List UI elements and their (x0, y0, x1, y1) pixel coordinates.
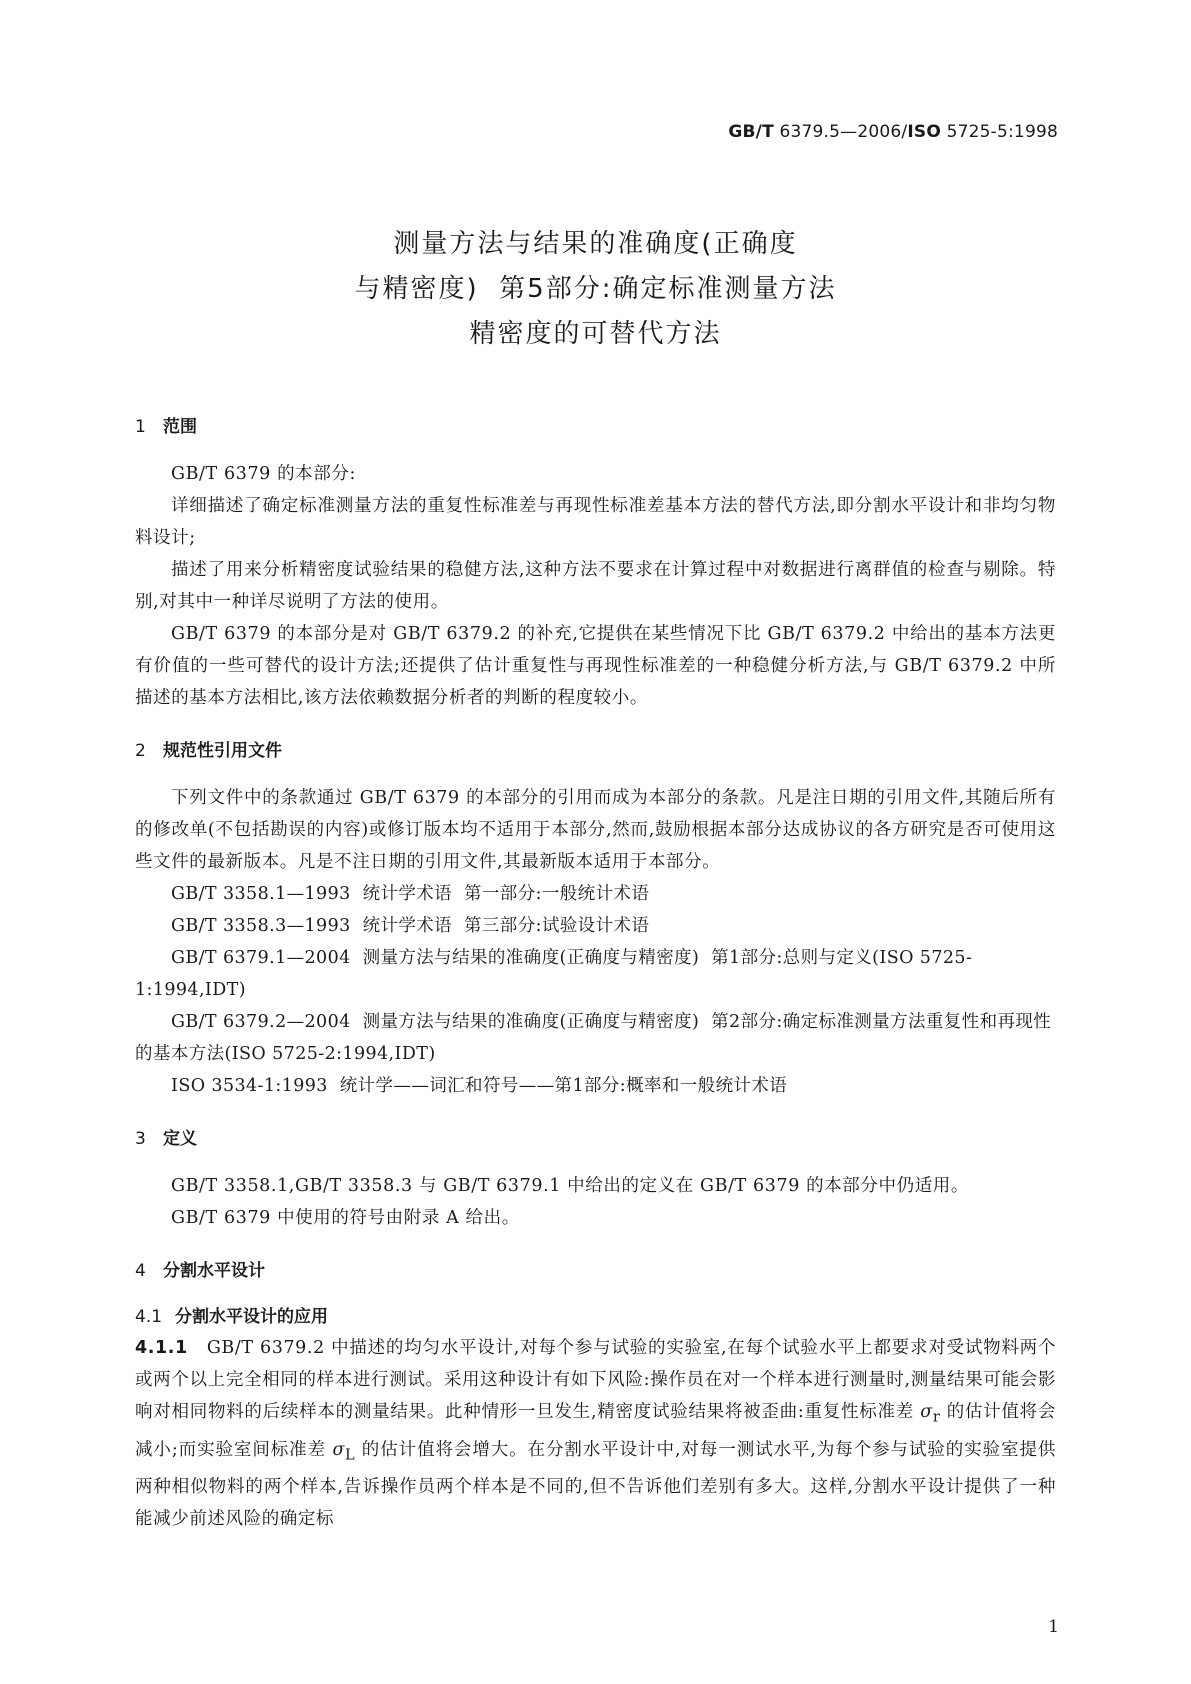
iso-prefix: ISO (907, 122, 941, 142)
section-2-heading (135, 736, 1056, 766)
paragraph: 详细描述了确定标准测量方法的重复性标准差与再现性标准差基本方法的替代方法,即分割水平设计和非均匀物料设计; (135, 496, 1056, 548)
reference-item: GB/T 3358.1—1993 统计学术语 第一部分:一般统计术语 (171, 884, 650, 904)
title-line-2: 与精密度) 第5部分:确定标准测量方法 (354, 274, 837, 304)
paragraph: GB/T 6379 中使用的符号由附录 A 给出。 (171, 1208, 520, 1228)
document-body (135, 412, 1056, 1535)
reference-item: GB/T 6379.2—2004 测量方法与结果的准确度(正确度与精密度) 第2部分:确定标准测量方法重复性和再现性的基本方法(ISO 5725-2:1994,IDT) (135, 1012, 1052, 1064)
section-title: 定义 (163, 1129, 197, 1149)
standard-identifier (728, 122, 1058, 142)
title-line-1: 测量方法与结果的准确度(正确度 (393, 229, 798, 259)
paragraph-text: 的估计值将会减小;而实验室间标准差 (135, 1402, 1056, 1460)
section-number: 4 (135, 1261, 146, 1281)
std-number: 6379.5—2006/ (773, 122, 908, 142)
subsection-title: 分割水平设计的应用 (175, 1307, 328, 1327)
std-prefix: GB/T (728, 122, 774, 142)
document-title (0, 222, 1191, 357)
paragraph: GB/T 3358.1,GB/T 3358.3 与 GB/T 6379.1 中给出的定义在 GB/T 6379 的本部分中仍适用。 (171, 1176, 969, 1196)
reference-item: GB/T 6379.1—2004 测量方法与结果的准确度(正确度与精密度) 第1部分:总则与定义(ISO 5725-1:1994,IDT) (135, 948, 973, 1000)
subsection-4-1-heading (135, 1302, 1056, 1332)
title-line-3: 精密度的可替代方法 (469, 319, 722, 349)
iso-number: 5725-5:1998 (940, 122, 1058, 142)
section-1-heading (135, 412, 1056, 442)
paragraph-text: GB/T 6379.2 中描述的均匀水平设计,对每个参与试验的实验室,在每个试验水平上都要求对受试物料两个或两个以上完全相同的样本进行测试。采用这种设计有如下风险:操作员在对一个样本进行测量时,测量结果可能会影响对相同物料的后续样本的测量结果。此种情形一旦发生,精密度试验结果将被歪曲:重复性标准差 (135, 1338, 1056, 1422)
sigma-r-symbol: σ (920, 1402, 933, 1422)
section-title: 范围 (163, 417, 197, 437)
section-title: 规范性引用文件 (163, 741, 282, 761)
section-number: 1 (135, 417, 146, 437)
reference-item: GB/T 3358.3—1993 统计学术语 第三部分:试验设计术语 (171, 916, 650, 936)
section-number: 2 (135, 741, 146, 761)
paragraph: GB/T 6379 的本部分: (171, 464, 356, 484)
section-title: 分割水平设计 (163, 1261, 265, 1281)
section-number: 3 (135, 1129, 146, 1149)
sigma-l-symbol: σ (332, 1439, 346, 1460)
paragraph: 下列文件中的条款通过 GB/T 6379 的本部分的引用而成为本部分的条款。凡是注日期的引用文件,其随后所有的修改单(不包括勘误的内容)或修订版本均不适用于本部分,然而,鼓励根据本部分达成协议的各方研究是否可使用这些文件的最新版本。凡是不注日期的引用文件,其最新版本适用于本部分。 (135, 788, 1056, 872)
section-4-heading (135, 1256, 1056, 1286)
page-number: 1 (1048, 1617, 1059, 1637)
section-3-heading (135, 1124, 1056, 1154)
paragraph-text: 的估计值将会增大。在分割水平设计中,对每一测试水平,为每个参与试验的实验室提供两种相似物料的两个样本,告诉操作员两个样本是不同的,但不告诉他们差别有多大。这样,分割水平设计提供了一种能减少前述风险的确定标 (135, 1439, 1056, 1529)
paragraph-4-1-1 (135, 1332, 1056, 1535)
subsection-number: 4.1 (135, 1307, 163, 1327)
paragraph-number: 4.1.1 (135, 1338, 188, 1358)
reference-item: ISO 3534-1:1993 统计学——词汇和符号——第1部分:概率和一般统计术语 (171, 1076, 788, 1096)
sigma-l-subscript: L (345, 1446, 356, 1463)
paragraph: 描述了用来分析精密度试验结果的稳健方法,这种方法不要求在计算过程中对数据进行离群值的检查与剔除。特别,对其中一种详尽说明了方法的使用。 (135, 560, 1056, 612)
paragraph: GB/T 6379 的本部分是对 GB/T 6379.2 的补充,它提供在某些情况下比 GB/T 6379.2 中给出的基本方法更有价值的一些可替代的设计方法;还提供了估计重复性与再现性标准差的一种稳健分析方法,与 GB/T 6379.2 中所描述的基本方法相比,该方法依赖数据分析者的判断的程度较小。 (135, 624, 1056, 708)
sigma-r-subscript: r (932, 1408, 941, 1426)
